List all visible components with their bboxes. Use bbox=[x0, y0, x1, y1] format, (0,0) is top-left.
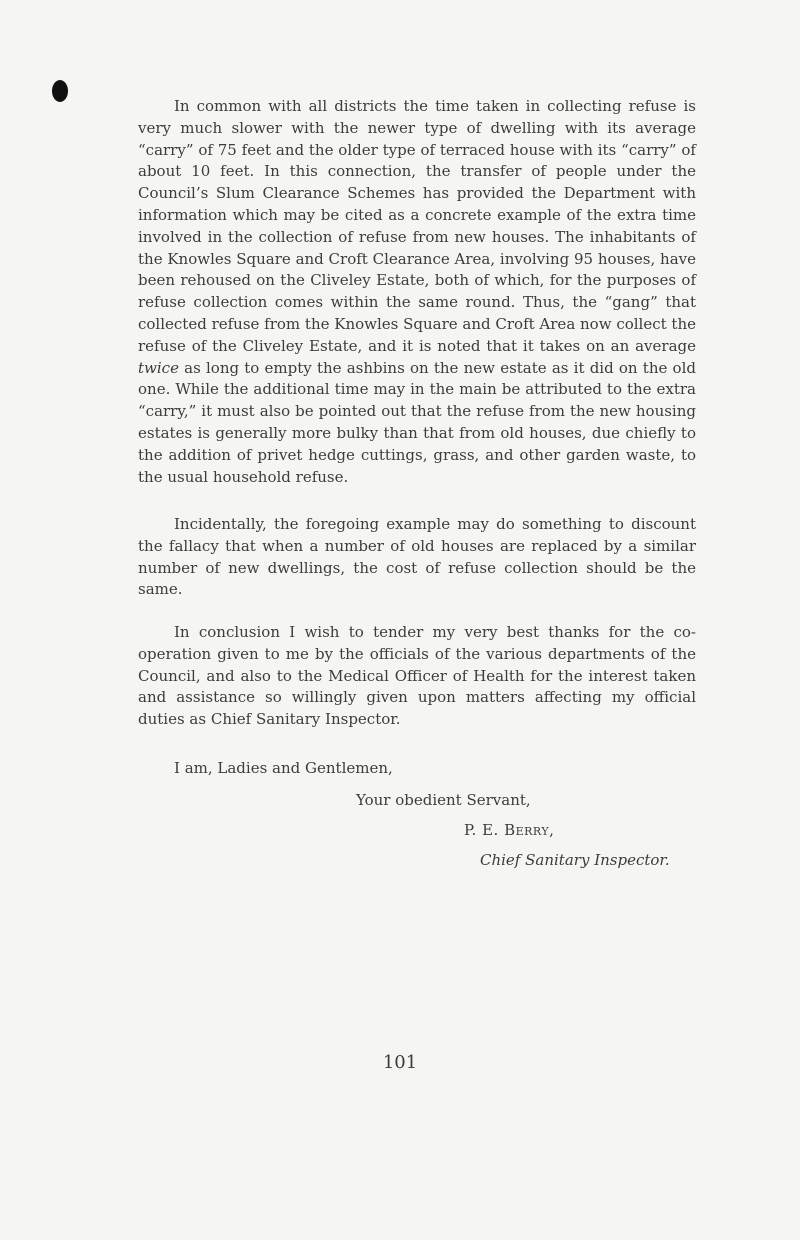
paragraph-conclusion: In conclusion I wish to tender my very best thanks for the co-operation given to me by the officials of the various departments of the Council, and also to the Medical Officer of Health for the interest taken and assistance so willingly given upon matters affecting my official duties as Chief Sanitary Inspector. bbox=[138, 623, 696, 729]
signature-greeting: I am, Ladies and Gentlemen, bbox=[174, 759, 393, 777]
punch-hole bbox=[52, 80, 68, 102]
signature-name: P. E. Berry, bbox=[464, 821, 555, 839]
paragraph-incidentally: Incidentally, the foregoing example may do something to discount the fallacy that when a number of old houses are replaced by a similar number of new dwellings, the cost of refuse collection should be the same. bbox=[138, 515, 696, 599]
emphasis-text: twice bbox=[138, 358, 179, 377]
paragraph-refuse-collection bbox=[138, 96, 696, 488]
page-number: 101 bbox=[382, 1052, 418, 1073]
signature-title: Chief Sanitary Inspector. bbox=[480, 851, 670, 869]
paragraph-text: In common with all districts the time taken in collecting refuse is very much slower with the newer type of dwelling with its average “carry” of 75 feet and the older type of terraced house with its “carry” of about 10 feet. In this connection, the transfer of people under the Council’s Slum Clearance Schemes has provided the Department with information which may be cited as a concrete example of the extra time involved in the collection of refuse from new houses. The inhabitants of the Knowles Square and Croft Clearance Area, involving 95 houses, have been rehoused on the Cliveley Estate, both of which, for the purposes of refuse collection comes within the same round. Thus, the “gang” that collected refuse from the Knowles Square and Croft Area now collect the refuse of the Cliveley Estate, and it is noted that it takes on an average bbox=[138, 97, 696, 355]
paragraph-text: as long to empty the ashbins on the new estate as it did on the old one. While the additional time may in the main be attributed to the extra “carry,” it must also be pointed out that the refuse from the new housing estates is generally more bulky than that from old houses, due chiefly to the addition of privet hedge cuttings, grass, and other garden waste, to the usual household refuse. bbox=[138, 358, 696, 486]
signature-closing: Your obedient Servant, bbox=[356, 791, 531, 809]
